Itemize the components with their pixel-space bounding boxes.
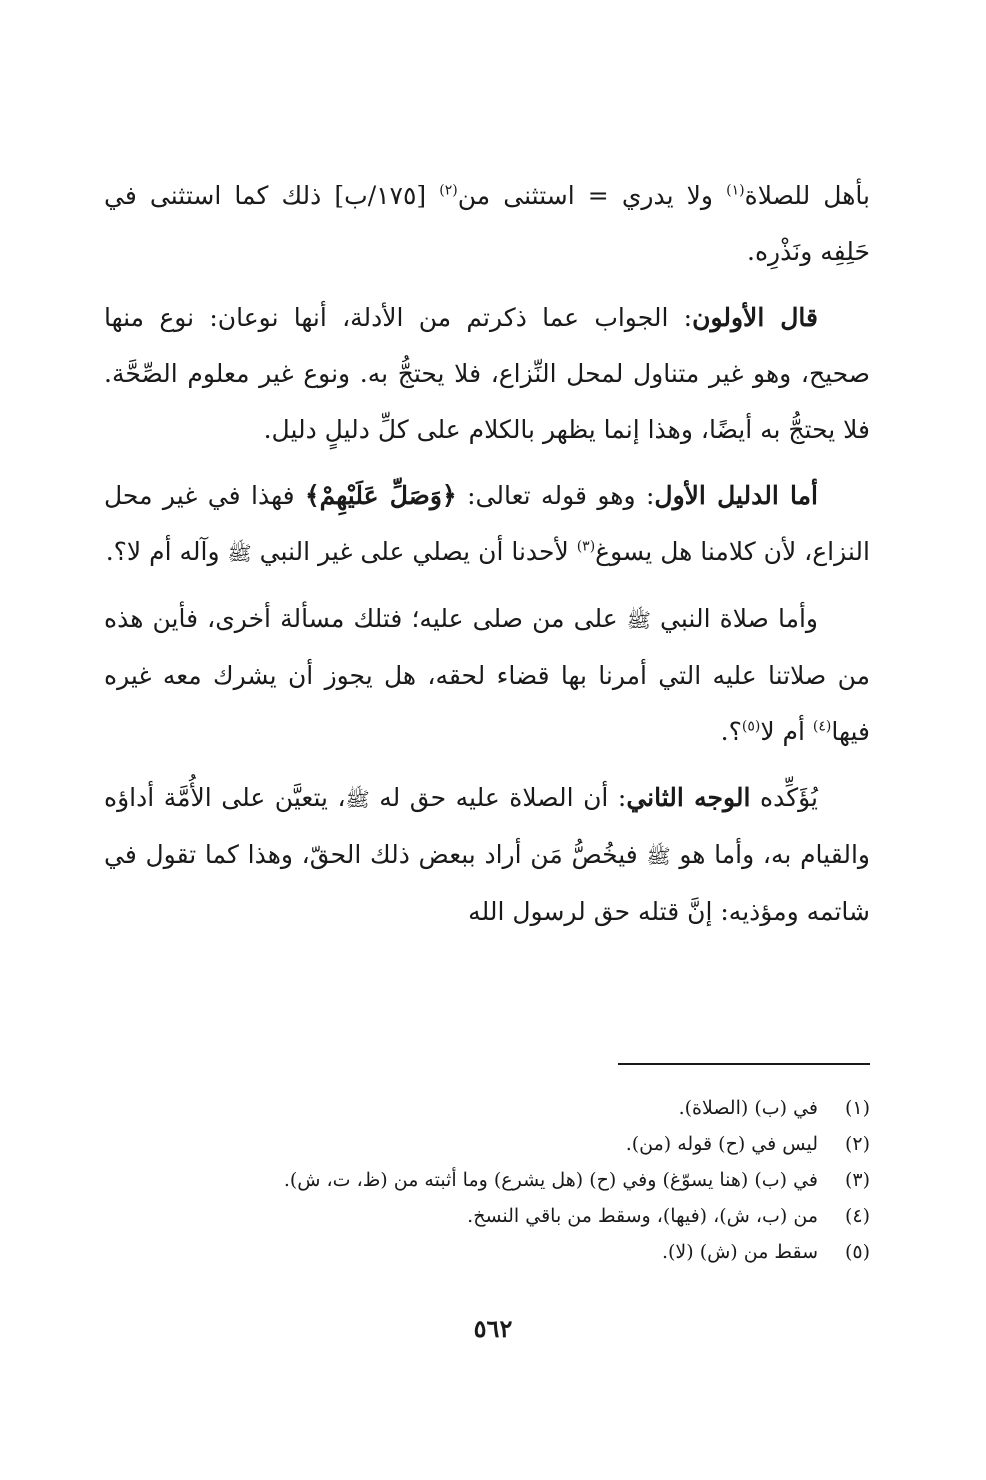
text-run: فيخُصُّ مَن أراد ببعض ذلك الحقّ، وهذا كما تقول في شاتمه ومؤذيه: إنَّ قتله حق لرسول الله bbox=[104, 840, 870, 926]
footnote-item bbox=[104, 1198, 870, 1234]
text-run: [١٧٥/ب] ذلك كما استثنى في حَلِفِه ونَذْرِه. bbox=[104, 181, 870, 266]
footnote-ref-2[interactable]: (٢) bbox=[439, 182, 458, 199]
footnote-text: ليس في (ح) قوله (من). bbox=[625, 1133, 818, 1155]
salawat-symbol: ﷺ bbox=[646, 844, 671, 868]
footnote-ref-5[interactable]: (٥) bbox=[741, 718, 761, 735]
footnote-ref-3[interactable]: (٣) bbox=[576, 538, 596, 555]
paragraph-1 bbox=[104, 168, 870, 280]
footnote-ref-1[interactable]: (١) bbox=[726, 182, 745, 199]
footnote-item bbox=[104, 1234, 870, 1270]
text-run: ولا يدري = استثنى من bbox=[457, 181, 727, 210]
footnote-number: (٣) bbox=[844, 1169, 870, 1191]
text-run: : أن الصلاة عليه حق له bbox=[369, 783, 627, 812]
footnotes bbox=[104, 1090, 870, 1270]
text-run: : الجواب عما ذكرتم من الأدلة، أنها نوعان: نوع منها صحيح، وهو غير متناول لمحل النِّزاع، فلا يحتجُّ به. ونوع غير معلوم الصِّحَّة. فلا يحتجُّ به أيضًا، وهذا إنما يظهر بالكلام على كلِّ دليلٍ دليل. bbox=[104, 303, 870, 444]
main-text bbox=[104, 168, 870, 940]
salawat-symbol: ﷺ bbox=[227, 541, 252, 565]
text-run: على من صلى عليه؛ فتلك مسألة أخرى، فأين هذه من صلاتنا عليه التي أمرنا بها قضاء لحقه، هل يجوز أن يشرك معه غيره فيها bbox=[104, 604, 870, 746]
footnote-text: من (ب، ش)، (فيها)، وسقط من باقي النسخ. bbox=[467, 1205, 818, 1227]
footnote-number: (٤) bbox=[844, 1205, 870, 1227]
page-number: ٥٦٢ bbox=[473, 1314, 513, 1343]
footnote-text: في (ب) (الصلاة). bbox=[678, 1097, 818, 1119]
text-run: يُؤَكِّده bbox=[750, 783, 818, 812]
footnote-text: سقط من (ش) (لا). bbox=[661, 1241, 818, 1263]
footnote-number: (٥) bbox=[844, 1241, 870, 1263]
quran-verse: ﴿وَصَلِّ عَلَيْهِمْ﴾ bbox=[305, 481, 457, 510]
footnote-item bbox=[104, 1090, 870, 1126]
text-run: لأحدنا أن يصلي على غير النبي bbox=[251, 537, 577, 566]
paragraph-5 bbox=[104, 770, 870, 940]
footnote-number: (١) bbox=[844, 1097, 870, 1119]
text-run: أم لا bbox=[760, 717, 813, 746]
text-run: وآله أم لا؟. bbox=[105, 537, 228, 566]
text-run: ، يتعيَّن على الأُمَّة أداؤه والقيام به، وأما هو bbox=[104, 783, 870, 869]
text-run: ؟. bbox=[720, 717, 742, 746]
text-run: : وهو قوله تعالى: bbox=[456, 481, 655, 510]
text-run: وأما صلاة النبي bbox=[650, 604, 818, 633]
text-run: بأهل للصلاة bbox=[744, 181, 870, 210]
section-heading: أما الدليل الأول bbox=[654, 481, 819, 510]
salawat-symbol: ﷺ bbox=[626, 608, 651, 632]
paragraph-2 bbox=[104, 290, 870, 458]
section-heading: قال الأولون bbox=[692, 303, 818, 332]
footnote-item bbox=[104, 1126, 870, 1162]
salawat-symbol: ﷺ bbox=[345, 787, 370, 811]
paragraph-3 bbox=[104, 468, 870, 581]
footnote-number: (٢) bbox=[844, 1133, 870, 1155]
footnote-text: في (ب) (هنا يسوّغ) وفي (ح) (هل يشرع) وما أثبته من (ظ، ت، ش). bbox=[283, 1169, 818, 1191]
text-run: فهذا في غير محل النزاع، لأن كلامنا هل يسوغ bbox=[104, 481, 870, 566]
section-heading: الوجه الثاني bbox=[626, 783, 751, 812]
paragraph-4 bbox=[104, 591, 870, 760]
footnote-divider bbox=[618, 1063, 870, 1065]
footnote-ref-4[interactable]: (٤) bbox=[812, 718, 832, 735]
footnote-item bbox=[104, 1162, 870, 1198]
